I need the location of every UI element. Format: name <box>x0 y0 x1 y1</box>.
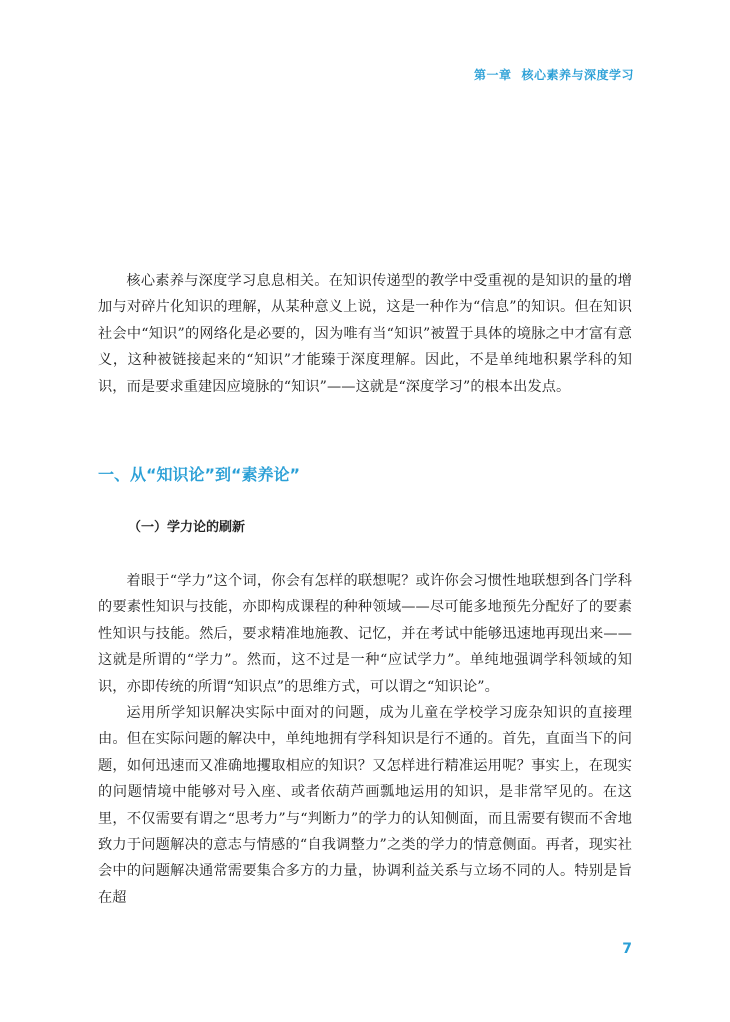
body-paragraph: 运用所学知识解决实际中面对的问题，成为儿童在学校学习庞杂知识的直接理由。但在实际问题的解决中，单纯地拥有学科知识是行不通的。首先，直面当下的问题，如何迅速而又准确地攫取相应的知识？又怎样进行精准运用呢？事实上，在现实的问题情境中能够对号入座、或者依葫芦画瓢地运用的知识，是非常罕见的。在这里，不仅需要有谓之“思考力”与“判断力”的学力的认知侧面，而且需要有锲而不舍地致力于问题解决的意志与情感的“自我调整力”之类的学力的情意侧面。再者，现实社会中的问题解决通常需要集合多方的力量，协调利益关系与立场不同的人。特别是旨在超 <box>98 705 632 906</box>
chapter-number: 第一章 <box>473 68 512 82</box>
intro-section <box>98 268 632 400</box>
chapter-title: 核心素养与深度学习 <box>521 68 634 82</box>
body-paragraph: 着眼于“学力”这个词，你会有怎样的联想呢？或许你会习惯性地联想到各门学科的要素性知识与技能，亦即构成课程的种种领域——尽可能多地预先分配好了的要素性知识与技能。然后，要求精准地施教、记忆，并在考试中能够迅速地再现出来——这就是所谓的“学力”。然而，这不过是一种“应试学力”。单纯地强调学科领域的知识，亦即传统的所谓“知识点”的思维方式，可以谓之“知识论”。 <box>98 573 632 695</box>
sub-heading: （一）学力论的刷新 <box>128 520 246 535</box>
body-section <box>98 568 632 911</box>
page-number: 7 <box>622 941 632 957</box>
intro-paragraph: 核心素养与深度学习息息相关。在知识传递型的教学中受重视的是知识的量的增加与对碎片化知识的理解，从某种意义上说，这是一种作为“信息”的知识。但在知识社会中“知识”的网络化是必要的，因为唯有当“知识”被置于具体的境脉之中才富有意义，这种被链接起来的“知识”才能臻于深度理解。因此，不是单纯地积累学科的知识，而是要求重建因应境脉的“知识”——这就是“深度学习”的根本出发点。 <box>98 273 632 395</box>
section-heading: 一、从“知识论”到“素养论” <box>98 465 301 484</box>
running-header <box>474 66 634 83</box>
